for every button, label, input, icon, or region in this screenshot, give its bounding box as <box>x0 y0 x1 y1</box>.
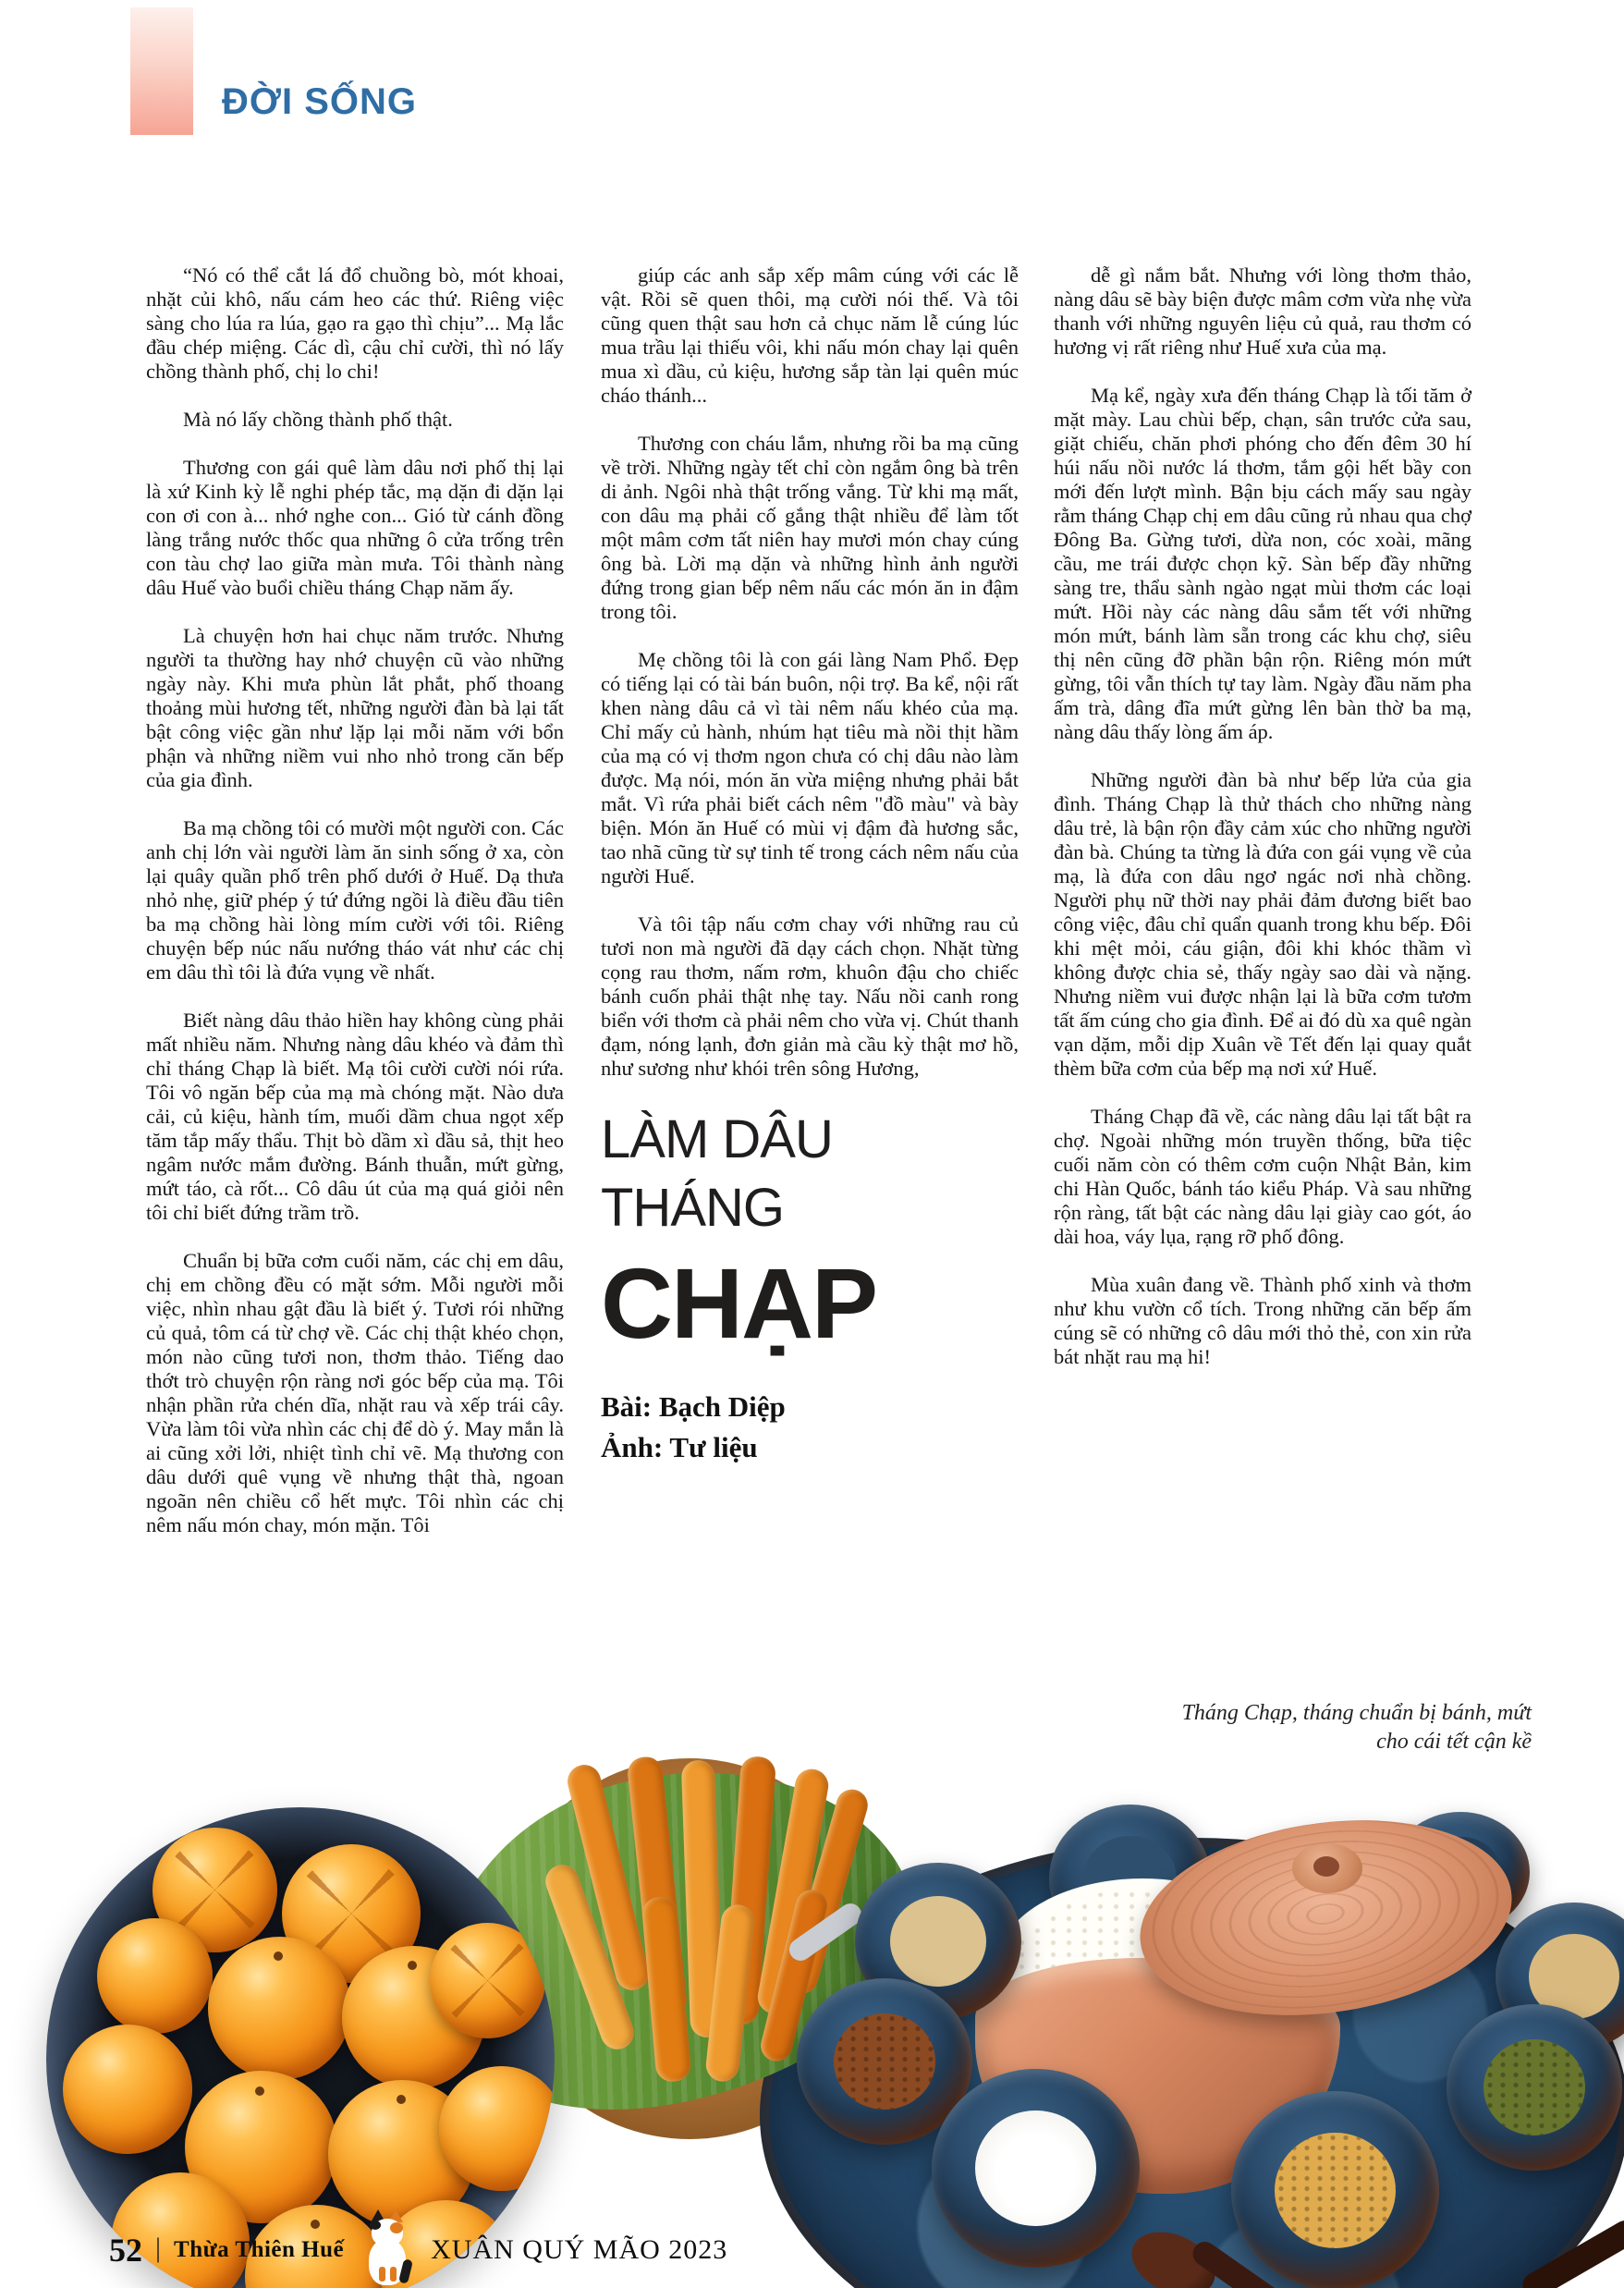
text-column-3 <box>1054 263 1471 1393</box>
clay-pot-lid-knob <box>1292 1843 1362 1893</box>
body-paragraph: Thương con gái quê làm dâu nơi phố thị lại là xứ Kinh kỳ lễ nghi phép tắc, mạ dặn đi dặn lại con ơi con à... nhớ nghe con... Gió từ cánh đồng làng trắng nước thốc qua những ô cửa trống trên con tàu chợ lao giữa màn mưa. Tôi thành nàng dâu Huế vào buổi chiều tháng Chạp năm ấy. <box>146 456 564 599</box>
cat-stripe-icon <box>379 2267 385 2282</box>
section-kicker: ĐỜI SỐNG <box>222 81 418 122</box>
body-paragraph: giúp các anh sắp xếp mâm cúng với các lễ vật. Rồi sẽ quen thôi, mạ cười nói thế. Và tôi cũng quen thật sau hơn cả chục năm lễ cúng lúc mua trầu lại thiếu vôi, khi nấu món chay lại quên mua xì dầu, củ kiệu, hương sắp tàn lại quên múc cháo thánh... <box>601 263 1019 407</box>
body-paragraph: Mà nó lấy chồng thành phố thật. <box>183 408 453 431</box>
article-title-line1: LÀM DÂU <box>601 1109 833 1169</box>
candied-kumquat-flower <box>430 1923 545 2038</box>
cat-mascot-icon <box>362 2215 412 2285</box>
cat-stripe-icon <box>390 2267 397 2282</box>
footer-separator: | <box>155 2233 162 2263</box>
body-paragraph: Ba mạ chồng tôi có mười một người con. Các anh chị lớn vài người làm ăn sinh sống ở xa, còn lại quây quần phố trên phố dưới ở Huế. Dạ thưa nhỏ nhẹ, giữ phép ý tứ đứng ngồi là điều đầu tiên ba mạ chồng hài lòng mím cười với tôi. Riêng chuyện bếp núc nấu nướng tháo vát như các chị em dâu thì tôi là đứa vụng về nhất. <box>146 816 564 984</box>
byline-author: Bài: Bạch Diệp <box>601 1390 786 1423</box>
bowl-content <box>975 2111 1096 2226</box>
article-title-line3: CHẠP <box>601 1247 877 1359</box>
condiment-bowl-sugar <box>1231 2091 1439 2288</box>
page-number: 52 <box>109 2232 142 2269</box>
bowl-content <box>1275 2133 1396 2248</box>
body-paragraph: Là chuyện hơn hai chục năm trước. Nhưng người ta thường hay nhớ chuyện cũ vào những ngày này. Khi mưa phùn lắt phắt, phố thoang thoảng mùi hương tết, những người đàn bà lại tất bật công việc gần như lặp lại mỗi năm với bổn phận và những niềm vui nho nhỏ trong căn bếp của gia đình. <box>146 624 564 791</box>
body-paragraph: Thương con cháu lắm, nhưng rồi ba mạ cũng về trời. Những ngày tết chỉ còn ngắm ông bà trên di ảnh. Ngôi nhà thật trống vắng. Từ khi mạ mất, con dâu mạ phải cố gắng thật nhiều để làm tốt một mâm cơm tất niên hay mươi món chay cúng ông bà. Lời mạ dặn và những hình ảnh người đứng trong gian bếp nêm nấu các món ăn in đậm trong tôi. <box>601 432 1019 623</box>
photo-caption-line2: cho cái tết cận kề <box>1376 1730 1532 1754</box>
body-paragraph: Mạ kể, ngày xưa đến tháng Chạp là tối tăm ở mặt mày. Lau chùi bếp, chạn, sân trước cửa sau, giặt chiếu, chăn phơi phóng cho đến đêm 30 hí húi nấu nồi nước lá thơm, tắm gội hết bầy con mới đến lượt mình. Bận bịu cách mấy sau ngày rằm tháng Chạp chị em dâu cũng rủ nhau qua chợ Đông Ba. Gừng tươi, dừa non, cóc xoài, mãng cầu, me trái được chọn kỹ. Sàn bếp đầy những sàng tre, thẩu sành ngào ngạt mùi thơm các loại mứt. Hồi này các nàng dâu sắm tết với những món mứt, bánh làm sẵn trong các khu chợ, siêu thị nên cũng đỡ phần bận rộn. Riêng món mứt gừng, tôi vẫn thích tự tay làm. Ngày đầu năm pha ấm trà, dâng đĩa mứt gừng lên bàn thờ ba mạ, nàng dâu thấy lòng ấm áp. <box>1054 384 1471 743</box>
byline <box>601 1387 1026 1468</box>
edition-label: XUÂN QUÝ MÃO 2023 <box>431 2234 728 2265</box>
candied-kumquat <box>97 1918 213 2034</box>
body-paragraph: Mẹ chồng tôi là con gái làng Nam Phổ. Đẹp có tiếng lại có tài bán buôn, nội trợ. Ba kể, nội rất khen nàng dâu cả vì tài nêm nấu khéo của mạ. Chỉ mấy củ hành, nhúm hạt tiêu mà nồi thịt hầm của mạ có vị thơm ngon chưa có chị dâu nào làm được. Mạ nói, món ăn vừa miệng nhưng phải bắt mắt. Vì rứa phải biết cách nêm "đồ màu" và bày biện. Món ăn Huế có mùi vị đậm đà hương sắc, tao nhã cũng từ sự tinh tế trong cách nêm nấu của người Huế. <box>601 648 1019 887</box>
candied-kumquat <box>63 2025 192 2154</box>
candied-kumquat <box>208 1937 351 2080</box>
candied-kumquat <box>439 2066 555 2191</box>
byline-photo-credit: Ảnh: Tư liệu <box>601 1431 758 1463</box>
condiment-bowl-salt <box>932 2069 1140 2268</box>
header-accent-bar <box>130 7 193 135</box>
article-title-block <box>601 1106 1026 1468</box>
bowl-content <box>890 1896 986 1988</box>
article-title-line2: THÁNG <box>601 1178 784 1238</box>
page-footer <box>109 2215 727 2285</box>
text-column-2 <box>601 263 1019 1105</box>
text-column-1 <box>146 263 564 1561</box>
body-paragraph: Và tôi tập nấu cơm chay với những rau củ tươi non mà người đã dạy cách chọn. Nhặt từng cọng rau thơm, nấm rơm, khuôn đậu cho chiếc bánh cuốn phải thật nhẹ tay. Nấu nồi canh rong biển với thơm cà phải nêm cho vừa vị. Chút thanh đạm, nóng lạnh, đơn giản mà cầu kỳ thật mơ hồ, như sương như khói trên sông Hương, <box>601 912 1019 1080</box>
body-paragraph: Những người đàn bà như bếp lửa của gia đình. Tháng Chạp là thử thách cho những nàng dâu trẻ, là bận rộn đầy cảm xúc cho những người đàn bà. Chúng ta từng là đứa con gái vụng về của mạ, là đứa con dâu ngơ ngác nơi nhà chồng. Người phụ nữ thời nay phải đảm đương biết bao công việc, đâu chỉ quẩn quanh trong khu bếp. Đôi khi mệt mỏi, cáu giận, đôi khi khóc thầm vì không được chia sẻ, thấy ngày sao dài và nặng. Nhưng niềm vui được nhận lại là bữa cơm tươm tất ấm cúng cho gia đình. Để ai đó dù xa quê ngàn vạn dặm, mỗi dịp Xuân về Tết đến lại quay quắt thèm bữa cơm của bếp mạ nơi xứ Huế. <box>1054 768 1471 1080</box>
body-paragraph: Biết nàng dâu thảo hiền hay không cùng phải mất nhiều năm. Nhưng nàng dâu khéo và đảm thì chỉ tháng Chạp là biết. Mạ tôi cười cười nói rứa. Tôi vô ngăn bếp của mạ mà chóng mặt. Nào dưa cải, củ kiệu, hành tím, muối dầm chua ngọt xếp tăm tắp mấy thẩu. Thịt bò dầm xì dầu sả, thịt heo ngâm nước mắm đường. Bánh thuẫn, mứt gừng, mứt táo, cà rốt... Cô dâu út của mạ quá giỏi nên tôi chỉ biết đứng trầm trồ. <box>146 1009 564 1224</box>
photo-caption <box>1097 1699 1532 1756</box>
body-paragraph: Chuẩn bị bữa cơm cuối năm, các chị em dâu, chị em chồng đều có mặt sớm. Mỗi người mỗi việc, nhìn nhau gật đầu là biết ý. Tươi rói những củ quả, tôm cá từ chợ về. Các chị thật khéo chọn, món nào cũng tươi non, thơm thảo. Tiếng dao thớt trò chuyện rộn ràng nơi góc bếp của mạ. Tôi nhận phần rửa chén dĩa, nhặt rau và xếp trái cây. Vừa làm tôi vừa nhìn các chị để dò ý. May mắn là ai cũng xởi lởi, nhiệt tình chỉ vẽ. Mạ thương con dâu dưới quê vụng về nhưng thật thà, ngoan ngoãn nên chiều cổ hết mực. Tôi nhìn các chị nêm nấu món chay, món mặn. Tôi <box>146 1249 564 1536</box>
body-paragraph: Mùa xuân đang về. Thành phố xinh và thơm như khu vườn cổ tích. Trong những căn bếp ấm cúng sẽ có những cô dâu mới thỏ thẻ, con xin rửa bát nhặt rau mạ hi! <box>1054 1273 1471 1368</box>
magazine-name: Thừa Thiên Huế <box>174 2237 345 2262</box>
bowl-content <box>1484 2039 1585 2135</box>
condiment-bowl-herbs <box>1447 2004 1622 2171</box>
body-paragraph: Tháng Chạp đã về, các nàng dâu lại tất bật ra chợ. Ngoài những món truyền thống, bữa tiệc cuối năm còn có thêm cơm cuộn Nhật Bản, kim chi Hàn Quốc, bánh táo kiểu Pháp. Và sau những rộn ràng, tất bật các nàng dâu lại giày cao gót, áo dài hoa, váy lụa, rạng rỡ phố đông. <box>1054 1105 1471 1248</box>
body-paragraph: dễ gì nắm bắt. Nhưng với lòng thơm thảo, nàng dâu sẽ bày biện được mâm cơm vừa nhẹ vừa thanh với những nguyên liệu củ quả, rau thơm có hương vị rất riêng như Huế xưa của mạ. <box>1054 263 1471 359</box>
bowl-content <box>834 2013 935 2110</box>
body-paragraph: “Nó có thể cắt lá đổ chuồng bò, mót khoai, nhặt củi khô, nấu cám heo các thứ. Riêng việc sàng cho lúa ra lúa, gạo ra gạo thì chịu”... Mạ lắc đầu chép miệng. Các dì, cậu chỉ cười, thì nó lấy chồng thành phố, chị lo chi! <box>146 263 564 383</box>
photo-caption-line1: Tháng Chạp, tháng chuẩn bị bánh, mứt <box>1181 1701 1532 1725</box>
